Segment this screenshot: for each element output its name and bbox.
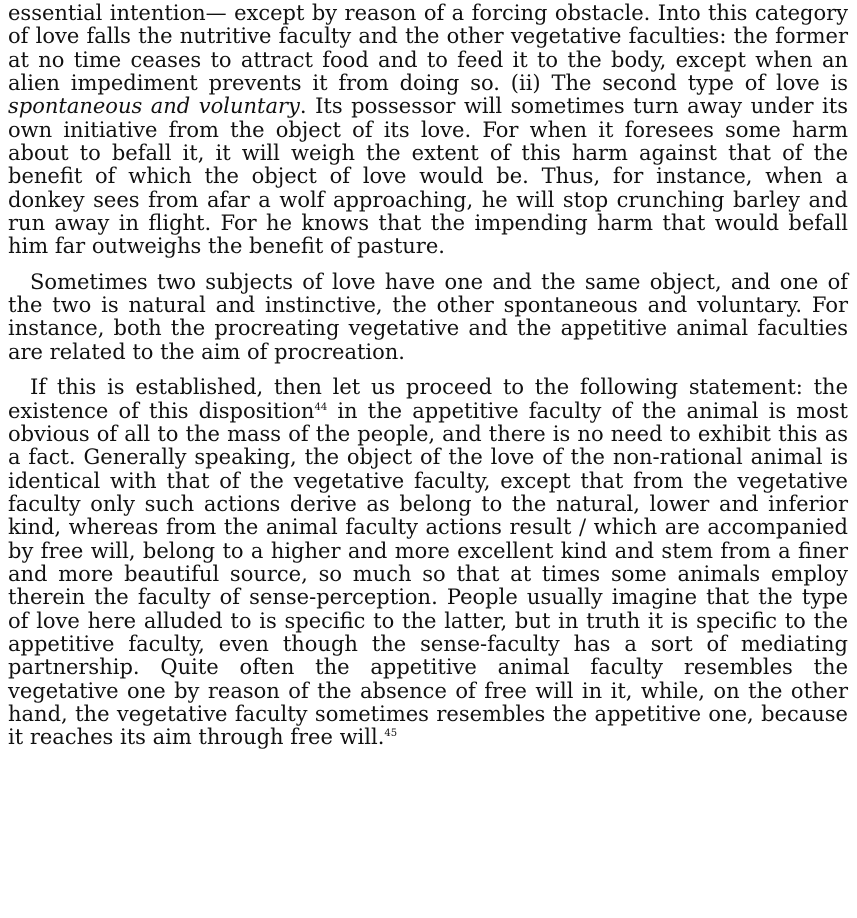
paragraph-2-text: Sometimes two subjects of love have one and the same object, and one of the two is natural and instinctive, the other spontaneous and voluntary. For instance, both the procreating vegetative and the appetitive animal faculties are related to the aim of procreation.	[8, 269, 848, 364]
paragraph-1-italic-term: spontaneous and voluntary	[8, 94, 300, 119]
paragraph-3	[8, 376, 848, 750]
document-page	[8, 2, 848, 750]
paragraph-3-text-b: in the appetitive faculty of the animal is most obvious of all to the mass of the people, and there is no need to exhibit this as a fact. Generally speaking, the object of the love of the non-rational animal is identical with that of the vegetative faculty, except that from the vegetative faculty only such actions derive as belong to the natural, lower and inferior kind, whereas from the animal faculty actions result / which are accompanied by free will, belong to a higher and more excellent kind and stem from a finer and more beautiful source, so much so that at times some animals employ therein the faculty of sense-perception. People usually imagine that the type of love here alluded to is specific to the latter, but in truth it is specific to the appetitive faculty, even though the sense-faculty has a sort of mediating partnership. Quite often the appetitive animal faculty resembles the vegetative one by reason of the absence of free will in it, while, on the other hand, the vegetative faculty sometimes resembles the appetitive one, because it reaches its aim through free will.	[8, 398, 848, 750]
paragraph-1	[8, 2, 848, 259]
footnote-marker-44[interactable]: 44	[314, 401, 328, 413]
paragraph-1-text-a: essential intention— except by reason of a forcing obstacle. Into this category of love falls the nutritive faculty and the other vegetative faculties: the former at no time ceases to attract food and to feed it to the body, except when an alien impediment prevents it from doing so. (ii) The second type of love is	[8, 1, 848, 96]
paragraph-1-text-b: . Its possessor will sometimes turn away under its own initiative from the object of its love. For when it foresees some harm about to befall it, it will weigh the extent of this harm against that of the benefit of which the object of love would be. Thus, for instance, when a donkey sees from afar a wolf approaching, he will stop crunching barley and run away in flight. For he knows that the impending harm that would befall him far outweighs the benefit of pasture.	[8, 94, 848, 259]
footnote-marker-45[interactable]: 45	[384, 728, 398, 740]
paragraph-2	[8, 271, 848, 364]
paragraph-3-text-a: If this is established, then let us proceed to the following statement: the existence of this disposition	[8, 375, 848, 423]
